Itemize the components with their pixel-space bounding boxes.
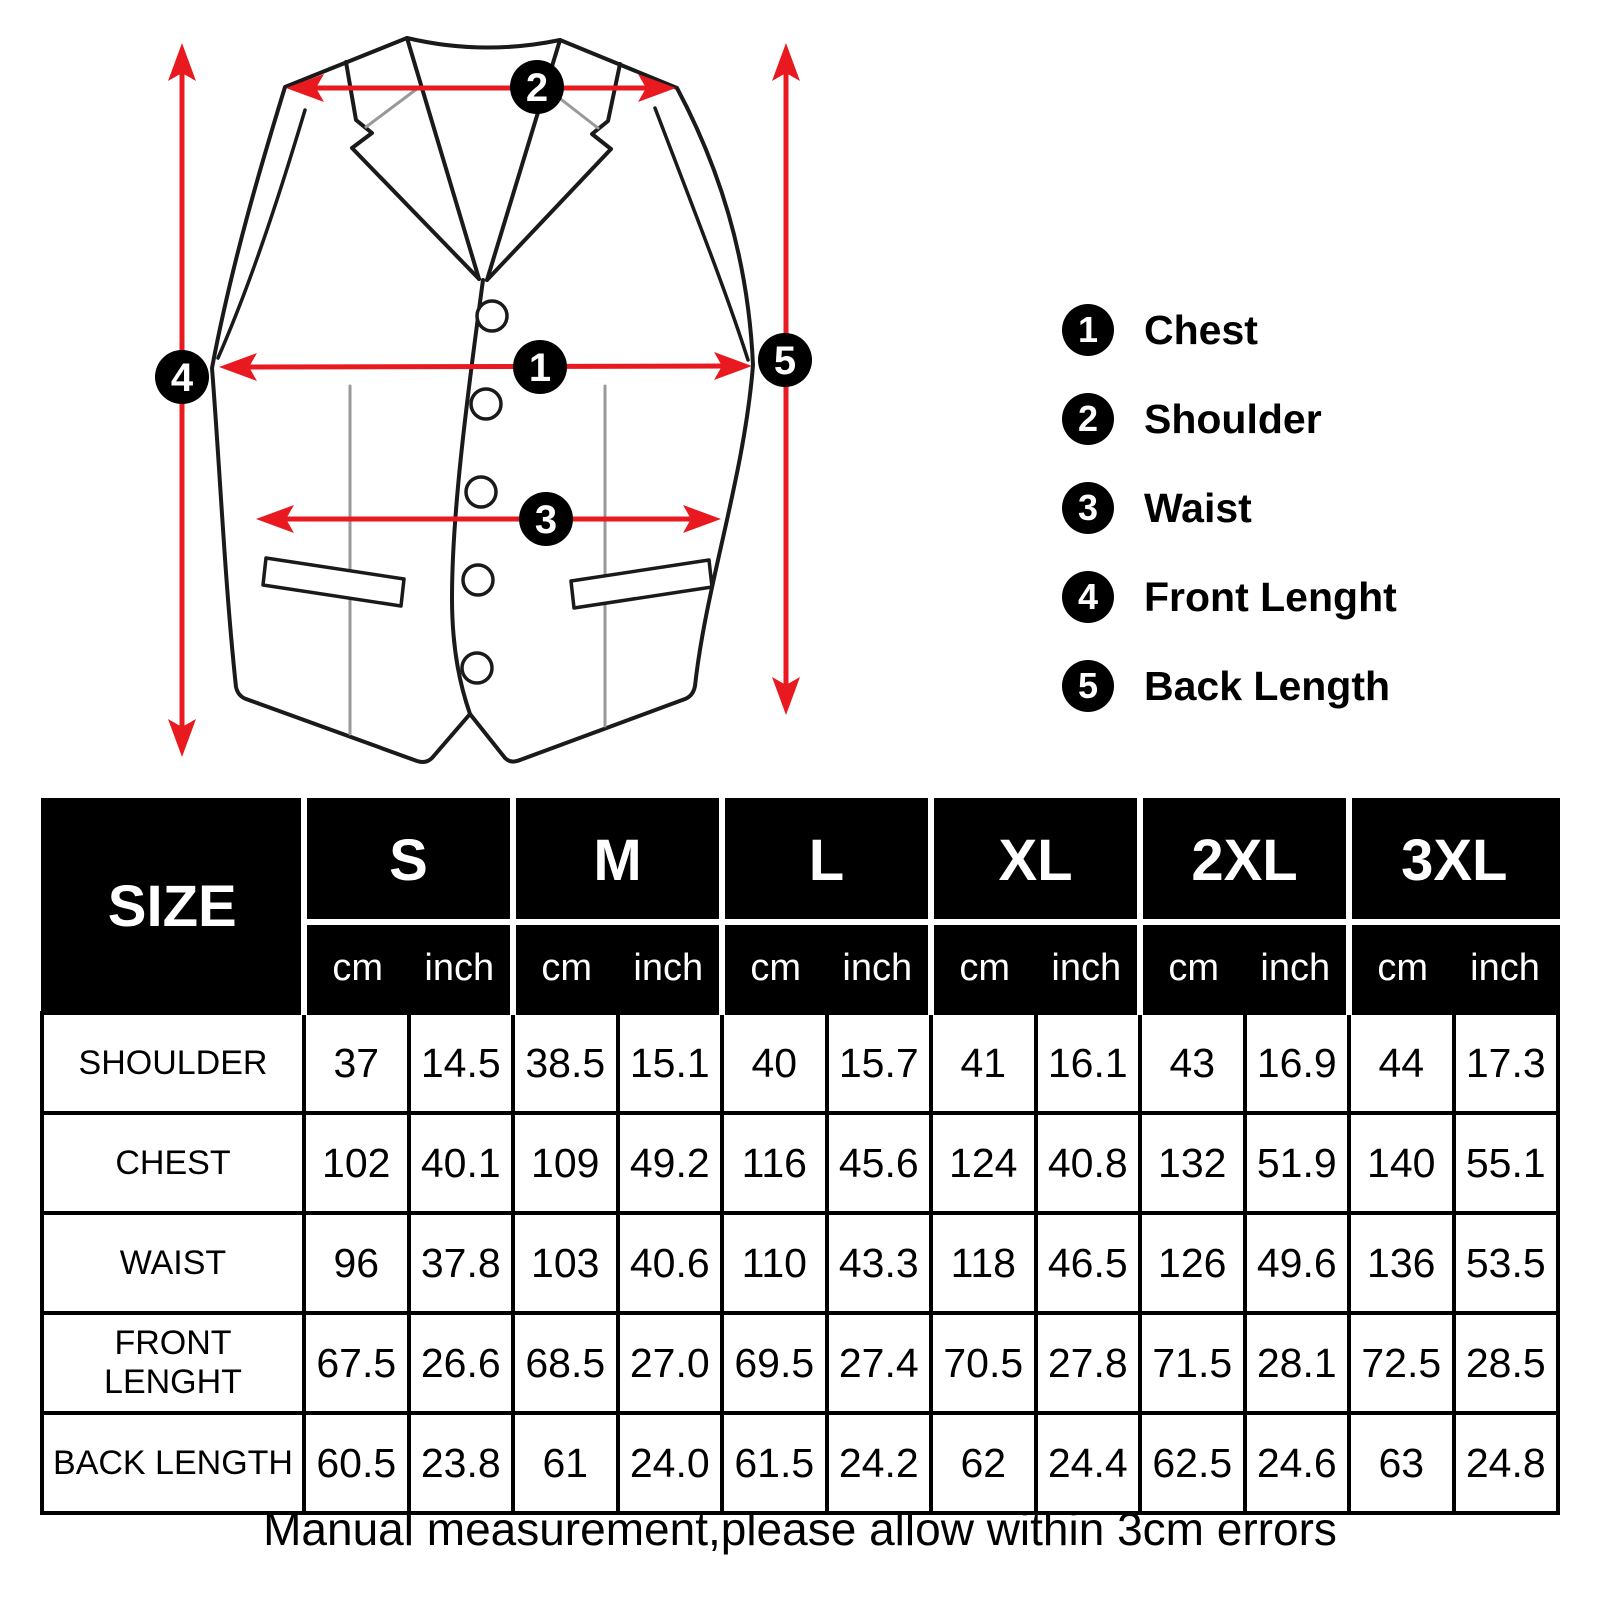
- table-cell: 96: [304, 1213, 409, 1313]
- table-cell: 27.8: [1036, 1313, 1141, 1413]
- unit-header-cm: cm: [1140, 922, 1245, 1013]
- table-cell: 110: [722, 1213, 827, 1313]
- unit-header-inch: inch: [618, 922, 723, 1013]
- legend-item-front-length: [1062, 569, 1397, 625]
- table-cell: 49.6: [1245, 1213, 1350, 1313]
- legend-item-back-length: [1062, 658, 1397, 714]
- button: [466, 477, 496, 507]
- table-cell: 28.5: [1454, 1313, 1559, 1413]
- table-cell: 46.5: [1036, 1213, 1141, 1313]
- button: [471, 389, 501, 419]
- table-cell: 49.2: [618, 1113, 723, 1213]
- size-column-l: L: [722, 800, 931, 923]
- table-cell: 70.5: [931, 1313, 1036, 1413]
- table-cell: 26.6: [409, 1313, 514, 1413]
- marker-number: 5: [773, 339, 797, 383]
- table-cell: 69.5: [722, 1313, 827, 1413]
- unit-header-cm: cm: [304, 922, 409, 1013]
- table-row: [42, 1413, 1558, 1513]
- legend-number-badge: 4: [1062, 571, 1114, 623]
- legend-label: Waist: [1144, 484, 1252, 531]
- marker-number: 3: [534, 498, 558, 542]
- table-cell: 15.7: [827, 1013, 932, 1113]
- table-row: [42, 1013, 1558, 1113]
- row-label: FRONT LENGHT: [42, 1313, 304, 1413]
- table-cell: 24.6: [1245, 1413, 1350, 1513]
- unit-header-inch: inch: [1245, 922, 1350, 1013]
- table-cell: 67.5: [304, 1313, 409, 1413]
- size-column-s: S: [304, 800, 513, 923]
- row-label: SHOULDER: [42, 1013, 304, 1113]
- table-cell: 71.5: [1140, 1313, 1245, 1413]
- table-cell: 27.4: [827, 1313, 932, 1413]
- table-cell: 109: [513, 1113, 618, 1213]
- table-cell: 37.8: [409, 1213, 514, 1313]
- legend-item-shoulder: [1062, 391, 1397, 447]
- table-row: [42, 1213, 1558, 1313]
- table-cell: 124: [931, 1113, 1036, 1213]
- legend-label: Chest: [1144, 306, 1258, 353]
- button: [463, 565, 493, 595]
- table-cell: 61: [513, 1413, 618, 1513]
- table-cell: 60.5: [304, 1413, 409, 1513]
- table-cell: 27.0: [618, 1313, 723, 1413]
- table-cell: 43: [1140, 1013, 1245, 1113]
- legend-label: Back Length: [1144, 662, 1391, 709]
- table-cell: 37: [304, 1013, 409, 1113]
- unit-header-cm: cm: [513, 922, 618, 1013]
- size-column-xl: XL: [931, 800, 1140, 923]
- legend-item-waist: [1062, 480, 1397, 536]
- table-cell: 14.5: [409, 1013, 514, 1113]
- table-cell: 118: [931, 1213, 1036, 1313]
- row-label: CHEST: [42, 1113, 304, 1213]
- table-cell: 103: [513, 1213, 618, 1313]
- legend-number-badge: 3: [1062, 482, 1114, 534]
- table-cell: 40.6: [618, 1213, 723, 1313]
- unit-header-cm: cm: [1349, 922, 1454, 1013]
- table-cell: 53.5: [1454, 1213, 1559, 1313]
- table-cell: 116: [722, 1113, 827, 1213]
- legend-number-badge: 1: [1062, 304, 1114, 356]
- table-cell: 24.4: [1036, 1413, 1141, 1513]
- legend-number-badge: 5: [1062, 660, 1114, 712]
- unit-header-inch: inch: [1036, 922, 1141, 1013]
- legend-label: Front Lenght: [1144, 573, 1397, 620]
- legend-number-badge: 2: [1062, 393, 1114, 445]
- table-cell: 41: [931, 1013, 1036, 1113]
- table-cell: 126: [1140, 1213, 1245, 1313]
- measurement-legend: [1062, 302, 1397, 714]
- unit-header-inch: inch: [409, 922, 514, 1013]
- table-cell: 72.5: [1349, 1313, 1454, 1413]
- table-cell: 23.8: [409, 1413, 514, 1513]
- measure-marker-4: [155, 350, 209, 404]
- measure-marker-1: [513, 340, 567, 394]
- measurement-note: Manual measurement,please allow within 3cm errors: [263, 1503, 1337, 1555]
- size-table: [40, 798, 1560, 1515]
- row-label: WAIST: [42, 1213, 304, 1313]
- legend-item-chest: [1062, 302, 1397, 358]
- table-cell: 68.5: [513, 1313, 618, 1413]
- table-cell: 17.3: [1454, 1013, 1559, 1113]
- marker-number: 2: [525, 66, 549, 110]
- unit-header-inch: inch: [1454, 922, 1559, 1013]
- table-cell: 38.5: [513, 1013, 618, 1113]
- table-cell: 28.1: [1245, 1313, 1350, 1413]
- table-cell: 55.1: [1454, 1113, 1559, 1213]
- table-row: [42, 1313, 1558, 1413]
- table-row: [42, 1113, 1558, 1213]
- table-cell: 62.5: [1140, 1413, 1245, 1513]
- size-column-m: M: [513, 800, 722, 923]
- table-cell: 40.1: [409, 1113, 514, 1213]
- table-cell: 40.8: [1036, 1113, 1141, 1213]
- table-cell: 61.5: [722, 1413, 827, 1513]
- table-cell: 16.1: [1036, 1013, 1141, 1113]
- measure-marker-5: [758, 333, 812, 387]
- table-cell: 24.2: [827, 1413, 932, 1513]
- table-cell: 40: [722, 1013, 827, 1113]
- table-cell: 136: [1349, 1213, 1454, 1313]
- button: [462, 653, 492, 683]
- table-cell: 24.0: [618, 1413, 723, 1513]
- table-cell: 62: [931, 1413, 1036, 1513]
- row-label: BACK LENGTH: [42, 1413, 304, 1513]
- table-cell: 43.3: [827, 1213, 932, 1313]
- measure-marker-2: [510, 60, 564, 114]
- table-cell: 15.1: [618, 1013, 723, 1113]
- table-cell: 44: [1349, 1013, 1454, 1113]
- button: [477, 301, 507, 331]
- measure-marker-3: [519, 492, 573, 546]
- table-cell: 45.6: [827, 1113, 932, 1213]
- unit-header-inch: inch: [827, 922, 932, 1013]
- size-column-3xl: 3XL: [1349, 800, 1558, 923]
- size-table-header: [42, 800, 1558, 1014]
- size-table-body: [42, 1013, 1558, 1513]
- size-column-2xl: 2XL: [1140, 800, 1349, 923]
- unit-header-cm: cm: [722, 922, 827, 1013]
- table-cell: 140: [1349, 1113, 1454, 1213]
- table-cell: 51.9: [1245, 1113, 1350, 1213]
- table-cell: 24.8: [1454, 1413, 1559, 1513]
- marker-number: 1: [528, 346, 552, 390]
- table-cell: 102: [304, 1113, 409, 1213]
- size-corner-label: SIZE: [42, 800, 304, 1014]
- unit-header-cm: cm: [931, 922, 1036, 1013]
- table-cell: 16.9: [1245, 1013, 1350, 1113]
- table-cell: 132: [1140, 1113, 1245, 1213]
- legend-label: Shoulder: [1144, 395, 1322, 442]
- marker-number: 4: [170, 356, 194, 400]
- table-cell: 63: [1349, 1413, 1454, 1513]
